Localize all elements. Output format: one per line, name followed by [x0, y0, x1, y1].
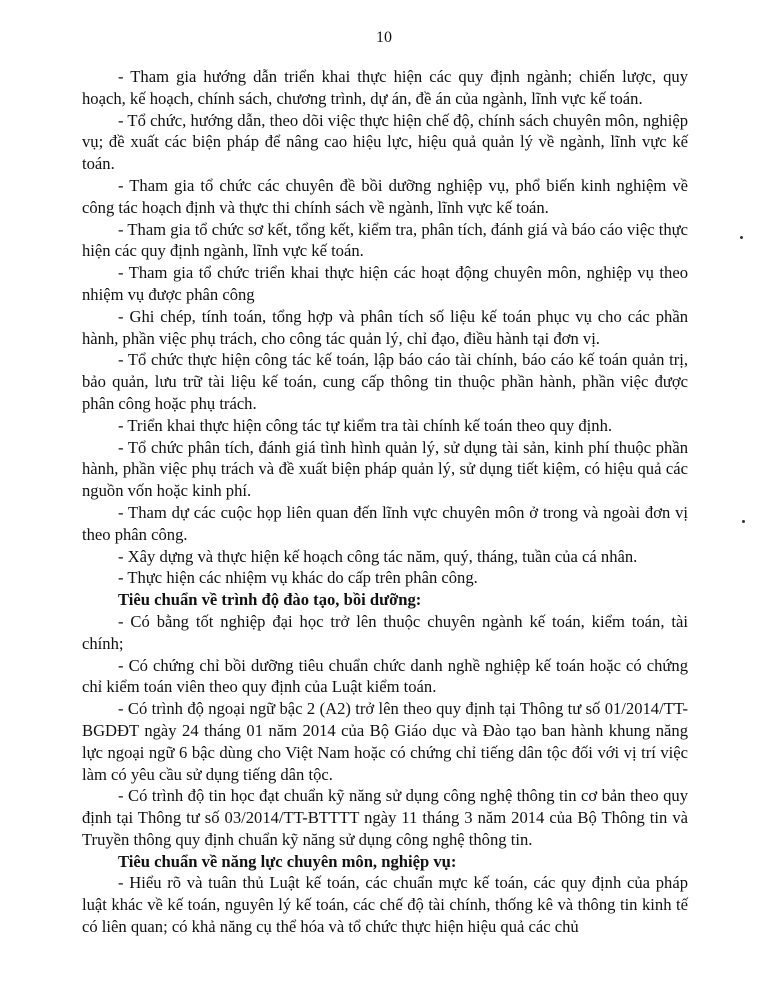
heading-competency-standards: Tiêu chuẩn về năng lực chuyên môn, nghiệp vụ:: [118, 851, 457, 871]
duty-asset-analysis: - Tổ chức phân tích, đánh giá tình hình quản lý, sử dụng tài sản, kinh phí thuộc phần hành, phần việc phụ trách và đề xuất biện pháp quản lý, sử dụng tiết kiệm, có hiệu quả các nguồn vốn hoặc kinh phí.: [82, 437, 688, 501]
duty-work-plan: - Xây dựng và thực hiện kế hoạch công tác năm, quý, tháng, tuần của cá nhân.: [118, 546, 638, 566]
heading-training-standards: Tiêu chuẩn về trình độ đào tạo, bồi dưỡng:: [118, 590, 422, 610]
duty-attend-meetings: - Tham dự các cuộc họp liên quan đến lĩnh vực chuyên môn ở trong và ngoài đơn vị theo phân công.: [82, 502, 688, 544]
standard-certificate: - Có chứng chỉ bồi dưỡng tiêu chuẩn chức danh nghề nghiệp kế toán hoặc có chứng chỉ kiểm toán viên theo quy định của Luật kiểm toán.: [82, 655, 688, 697]
duty-self-inspection: - Triển khai thực hiện công tác tự kiểm tra tài chính kế toán theo quy định.: [118, 415, 613, 435]
competency-accounting-law: - Hiểu rõ và tuân thủ Luật kế toán, các chuẩn mực kế toán, các quy định của pháp luật khác về kế toán, nguyên lý kế toán, các chế độ tài chính, thống kê và thông tin kinh tế có liên quan; có khả năng cụ thể hóa và tổ chức thực hiện hiệu quả các chủ: [82, 873, 688, 937]
duty-professional-activities: - Tham gia tổ chức triển khai thực hiện các hoạt động chuyên môn, nghiệp vụ theo nhiệm vụ được phân công: [82, 263, 688, 304]
scan-speck: [740, 236, 743, 239]
duty-accounting-work: - Tổ chức thực hiện công tác kế toán, lập báo cáo tài chính, báo cáo kế toán quản trị, bảo quản, lưu trữ tài liệu kế toán, cung cấp thông tin thuộc phần hành, phần việc được phân công hoặc phụ trách.: [82, 350, 688, 413]
page-number: 10: [376, 29, 392, 46]
duty-training-topics: - Tham gia tổ chức các chuyên đề bồi dưỡng nghiệp vụ, phổ biến kinh nghiệm về công tác hoạch định và thực thi chính sách về ngành, lĩnh vực kế toán.: [82, 175, 688, 217]
document-body: [82, 66, 688, 938]
duty-other-tasks: - Thực hiện các nhiệm vụ khác do cấp trên phân công.: [118, 568, 478, 588]
duty-review-report: - Tham gia tổ chức sơ kết, tổng kết, kiểm tra, phân tích, đánh giá và báo cáo việc thực hiện các quy định ngành, lĩnh vực kế toán.: [82, 219, 688, 261]
scan-speck: [742, 520, 745, 523]
standard-foreign-language: - Có trình độ ngoại ngữ bậc 2 (A2) trở lên theo quy định tại Thông tư số 01/2014/TT-BGDĐT ngày 24 tháng 01 năm 2014 của Bộ Giáo dục và Đào tạo ban hành khung năng lực ngoại ngữ 6 bậc dùng cho Việt Nam hoặc có chứng chỉ tiếng dân tộc đối với vị trí việc làm có yêu cầu sử dụng tiếng dân tộc.: [82, 699, 688, 784]
duty-organize-monitor: - Tổ chức, hướng dẫn, theo dõi việc thực hiện chế độ, chính sách chuyên môn, nghiệp vụ; đề xuất các biện pháp để nâng cao hiệu lực, hiệu quả quản lý về ngành, lĩnh vực kế toán.: [82, 110, 688, 174]
standard-it-skills: - Có trình độ tin học đạt chuẩn kỹ năng sử dụng công nghệ thông tin cơ bản theo quy định tại Thông tư số 03/2014/TT-BTTTT ngày 11 tháng 3 năm 2014 của Bộ Thông tin và Truyền thông quy định chuẩn kỹ năng sử dụng công nghệ thông tin.: [82, 786, 688, 849]
duty-record-calculate: - Ghi chép, tính toán, tổng hợp và phân tích số liệu kế toán phục vụ cho các phần hành, phần việc phụ trách, cho công tác quản lý, chỉ đạo, điều hành tại đơn vị.: [82, 306, 688, 348]
standard-degree: - Có bằng tốt nghiệp đại học trở lên thuộc chuyên ngành kế toán, kiểm toán, tài chính;: [82, 611, 688, 653]
duty-guide-implementation: - Tham gia hướng dẫn triển khai thực hiện các quy định ngành; chiến lược, quy hoạch, kế hoạch, chính sách, chương trình, dự án, đề án của ngành, lĩnh vực kế toán.: [82, 67, 688, 108]
